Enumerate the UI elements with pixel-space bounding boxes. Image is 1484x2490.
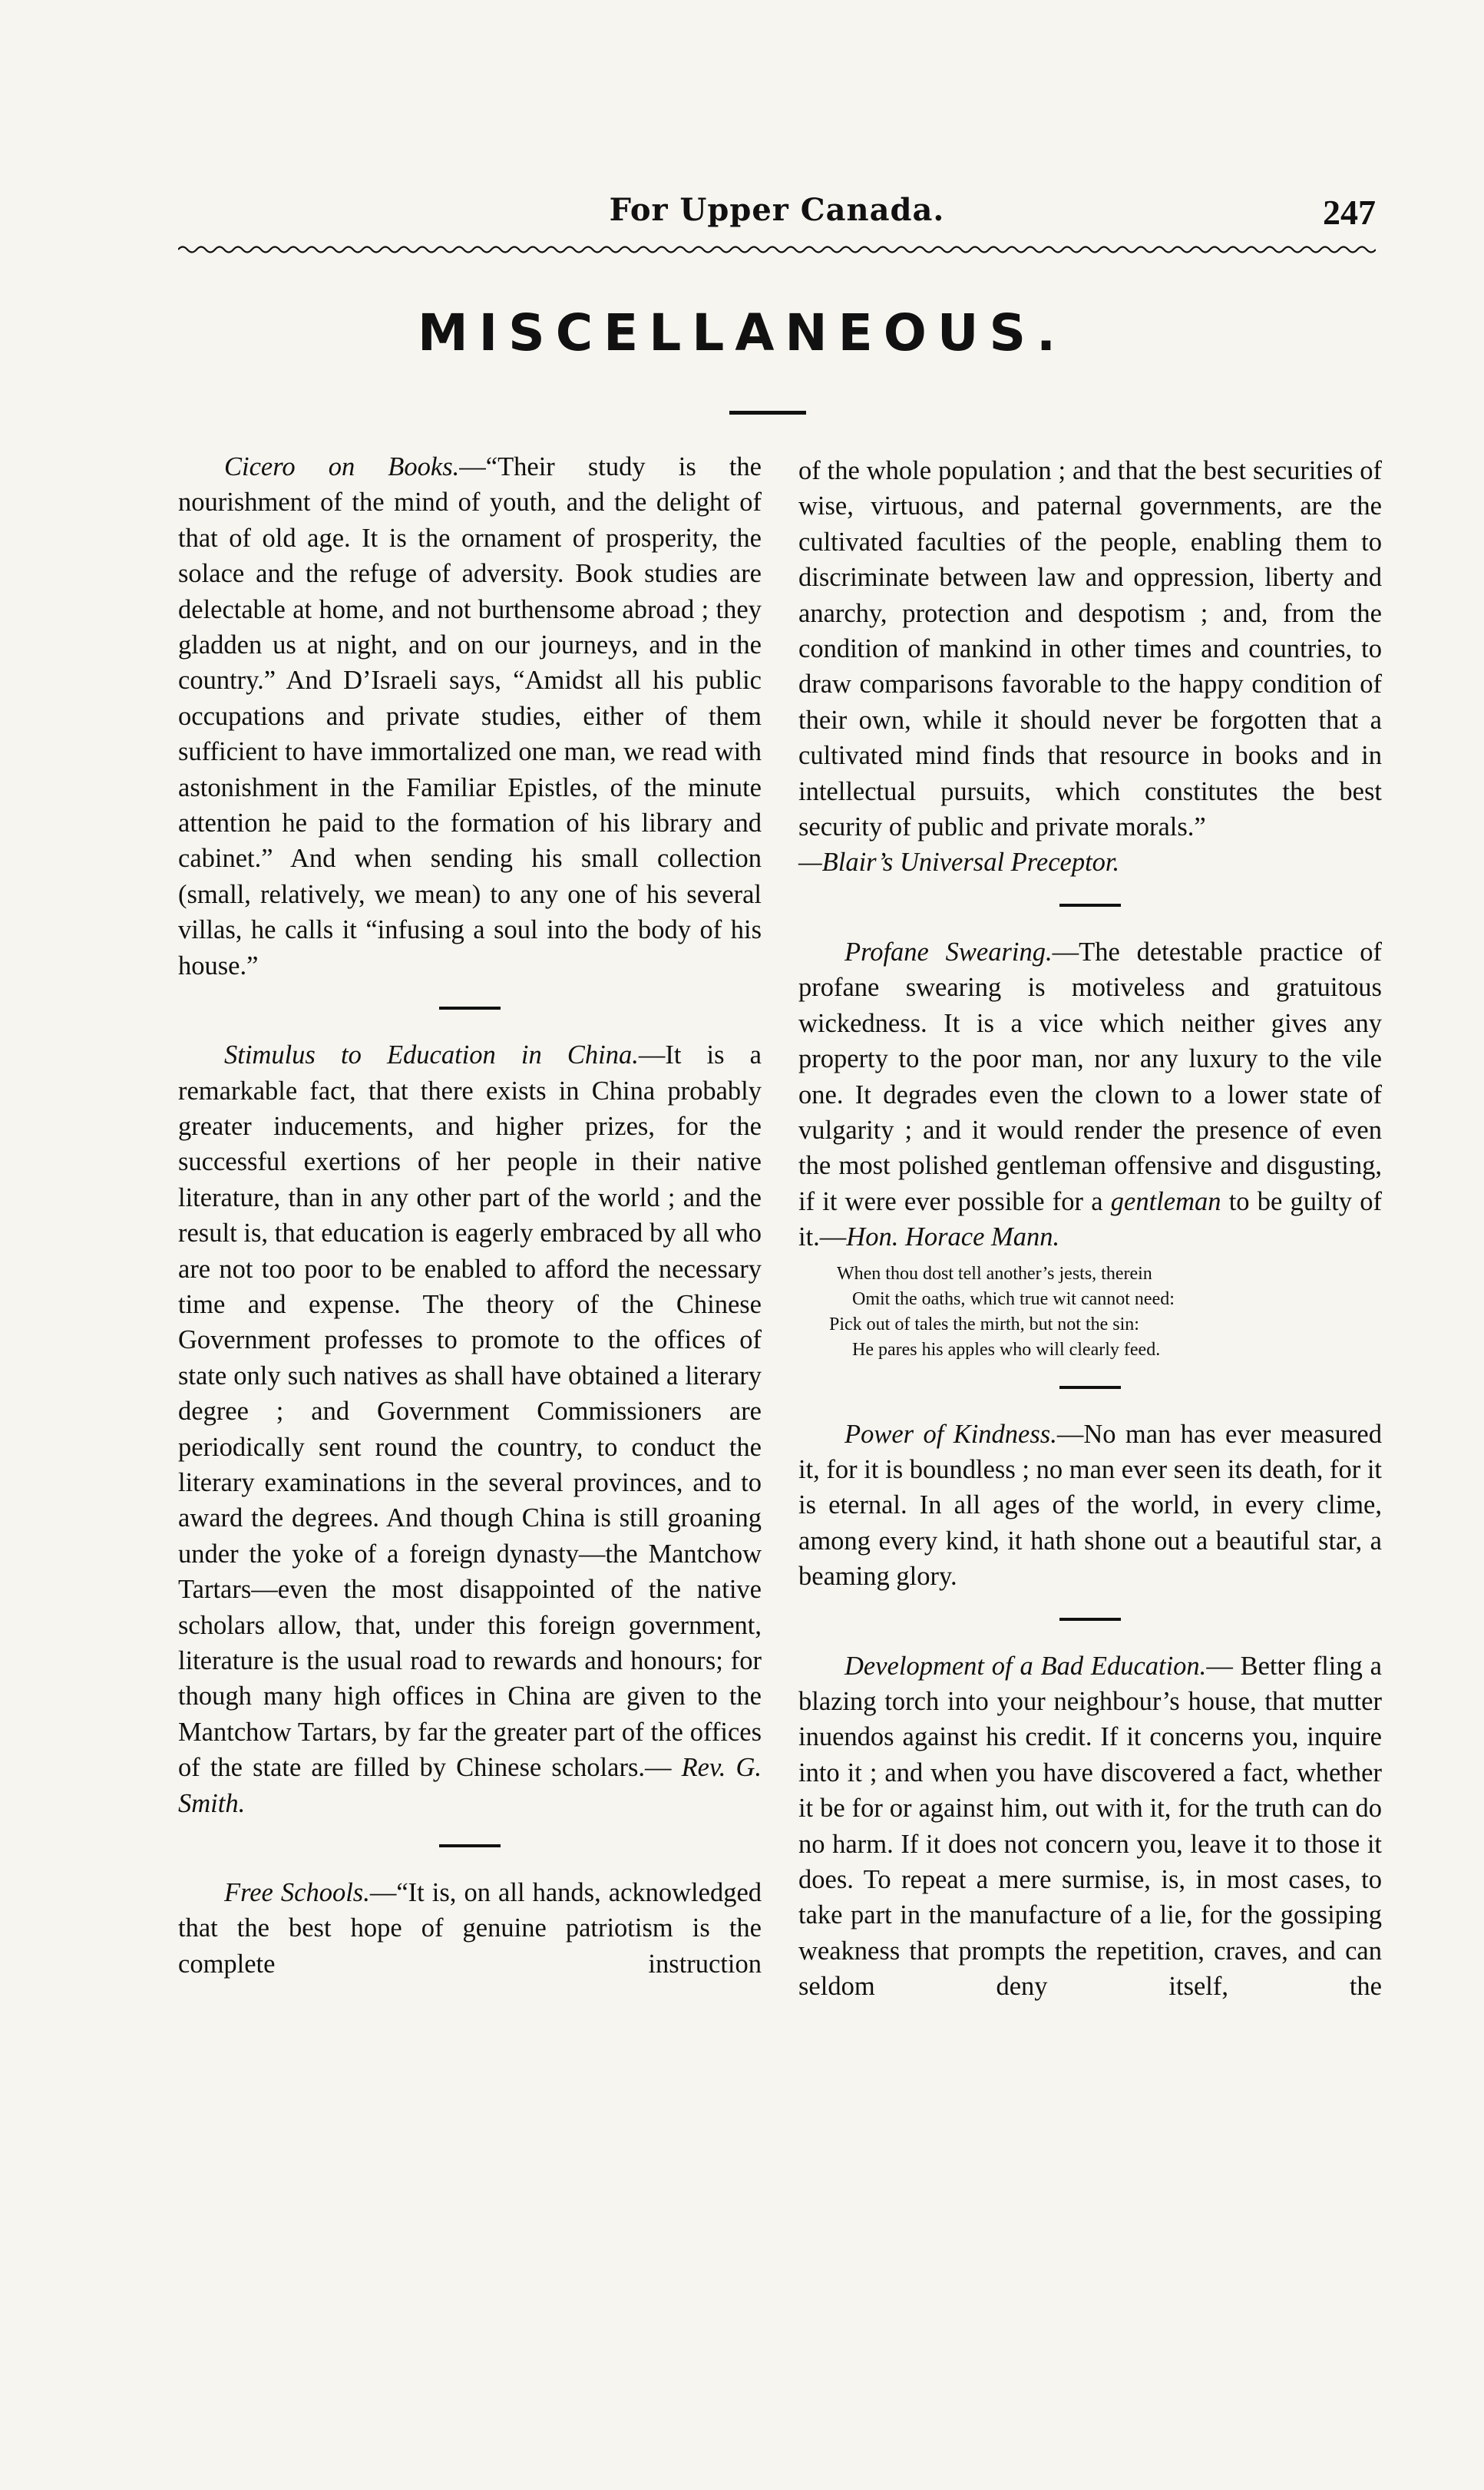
article-stimulus-body: —It is a remarkable fact, that there exists in China probably greater inducements, and higher prizes, for the successful exertions of her people in their native literature, than in any other part of the world ; and the result is, that education is eagerly embraced by all who are not too poor to be enabled to afford the necessary time and expense. The theory of the Chinese Government professes to promote to the offices of state only such natives as shall have obtained a literary degree ; and Government Commissioners are periodically sent round the country, to conduct the literary examinations in the several provinces, and to award the degrees. And though China is still groaning under the yoke of a foreign dynasty—the Mantchow Tartars—even the most disappointed of the native scholars allow, that, under this foreign government, literature is the usual road to rewards and honours; for though many high offices in China are given to the Mantchow Tartars, by far the greater part of the offices of the state are filled by Chinese scholars.— — [178, 1040, 762, 1783]
article-profane — [798, 934, 1382, 1255]
article-kindness-title: Power of Kindness. — [844, 1419, 1057, 1449]
verse-line: He pares his apples who will clearly feed. — [852, 1339, 1161, 1360]
article-free-schools-continued — [798, 453, 1382, 881]
article-profane-body: —The detestable practice of profane swearing is motiveless and gratuitous wickedness. It is a vice which neither gives any property to the poor man, nor any luxury to the vile one. It degrades even the clown to a lower state of vulgarity ; and it would render the presence of even the most polished gentleman offensive and disgusting, if it were ever possible for a — [798, 937, 1383, 1216]
separator-rule — [1059, 1618, 1121, 1621]
running-title: For Upper Canada. — [609, 192, 945, 228]
verse-line: Pick out of tales the mirth, but not the sin: — [829, 1314, 1139, 1334]
article-stimulus-title: Stimulus to Education in China. — [224, 1040, 639, 1070]
right-column — [798, 453, 1382, 2005]
article-development — [798, 1648, 1382, 2005]
article-cicero-body: —“Their study is the nourishment of the mind of youth, and the delight of that of old age. It is the ornament of prosperity, the solace and the refuge of adversity. Book studies are delectable at home, and not burthensome abroad ; they gladden us at night, and on our journeys, and in the country.” And D’Israeli says, “Amidst all his public occupations and private studies, either of them sufficient to have immortalized one man, we read with astonishment in the Familiar Epistles, of the minute attention he paid to the formation of his library and cabinet.” And when sending his small collection (small, relatively, we mean) to any one of his several villas, he calls it “infusing a soul into the body of his house.” — [178, 452, 762, 980]
page-number: 247 — [1323, 193, 1376, 232]
article-kindness-body: —No man has ever measured it, for it is boundless ; no man ever seen its death, for it is eternal. In all ages of the world, in every clime, among every kind, it hath shone out a beautiful star, a beaming glory. — [798, 1419, 1382, 1592]
article-development-body: — Better fling a blazing torch into your neighbour’s house, that mutter inuendos against his credit. If it concerns you, inquire into it ; and when you have discovered a fact, whether it be for or against him, out with it, for the truth can do no harm. If it does not concern you, leave it to those it does. To repeat a mere surmise, is, in most cases, to take part in the manufacture of a lie, for the gossiping weakness that prompts the repetition, craves, and can seldom deny itself, the — [798, 1651, 1382, 2002]
verse-line: When thou dost tell another’s jests, therein — [837, 1263, 1152, 1284]
article-profane-body-end: to be guilty of it.— — [798, 1186, 1383, 1252]
article-kindness — [798, 1417, 1382, 1595]
article-free-schools-title: Free Schools. — [224, 1878, 370, 1908]
article-stimulus-byline: Rev. G. Smith. — [178, 1753, 762, 1818]
title-rule — [729, 411, 806, 415]
article-development-title: Development of a Bad Education. — [844, 1651, 1207, 1681]
article-free-schools-body-right: of the whole population ; and that the best securities of wise, virtuous, and paternal governments, are the cultivated faculties of the people, enabling them to discriminate between law and oppression, liberty and anarchy, protection and despotism ; and, from the condition of mankind in other times and countries, to draw comparisons favorable to the happy condition of their own, while it should never be forgotten that a cultivated mind finds that resource in books and in intellectual pursuits, which constitutes the best security of public and private morals.” — [798, 456, 1382, 842]
article-free-schools-byline: —Blair’s Universal Preceptor. — [798, 848, 1120, 878]
article-profane-byline: Hon. Horace Mann. — [846, 1222, 1060, 1252]
separator-rule — [439, 1844, 501, 1847]
article-cicero — [178, 449, 762, 984]
separator-rule — [439, 1007, 501, 1010]
article-cicero-title: Cicero on Books. — [224, 452, 460, 481]
article-free-schools-body-left: —“It is, on all hands, acknowledged that the best hope of genuine patriotism is the complete instruction — [178, 1878, 762, 1979]
separator-rule — [1059, 904, 1121, 907]
running-head — [178, 192, 1376, 238]
article-profane-emphasis: gentleman — [1110, 1186, 1221, 1216]
section-title: MISCELLANEOUS. — [417, 303, 1067, 362]
article-stimulus — [178, 1037, 762, 1821]
separator-rule — [1059, 1386, 1121, 1389]
verse — [798, 1262, 1382, 1363]
article-profane-title: Profane Swearing. — [844, 937, 1053, 967]
article-free-schools — [178, 1875, 762, 1982]
wavy-head-rule — [178, 244, 1376, 255]
left-column — [178, 449, 762, 1982]
verse-line: Omit the oaths, which true wit cannot need: — [852, 1288, 1175, 1309]
